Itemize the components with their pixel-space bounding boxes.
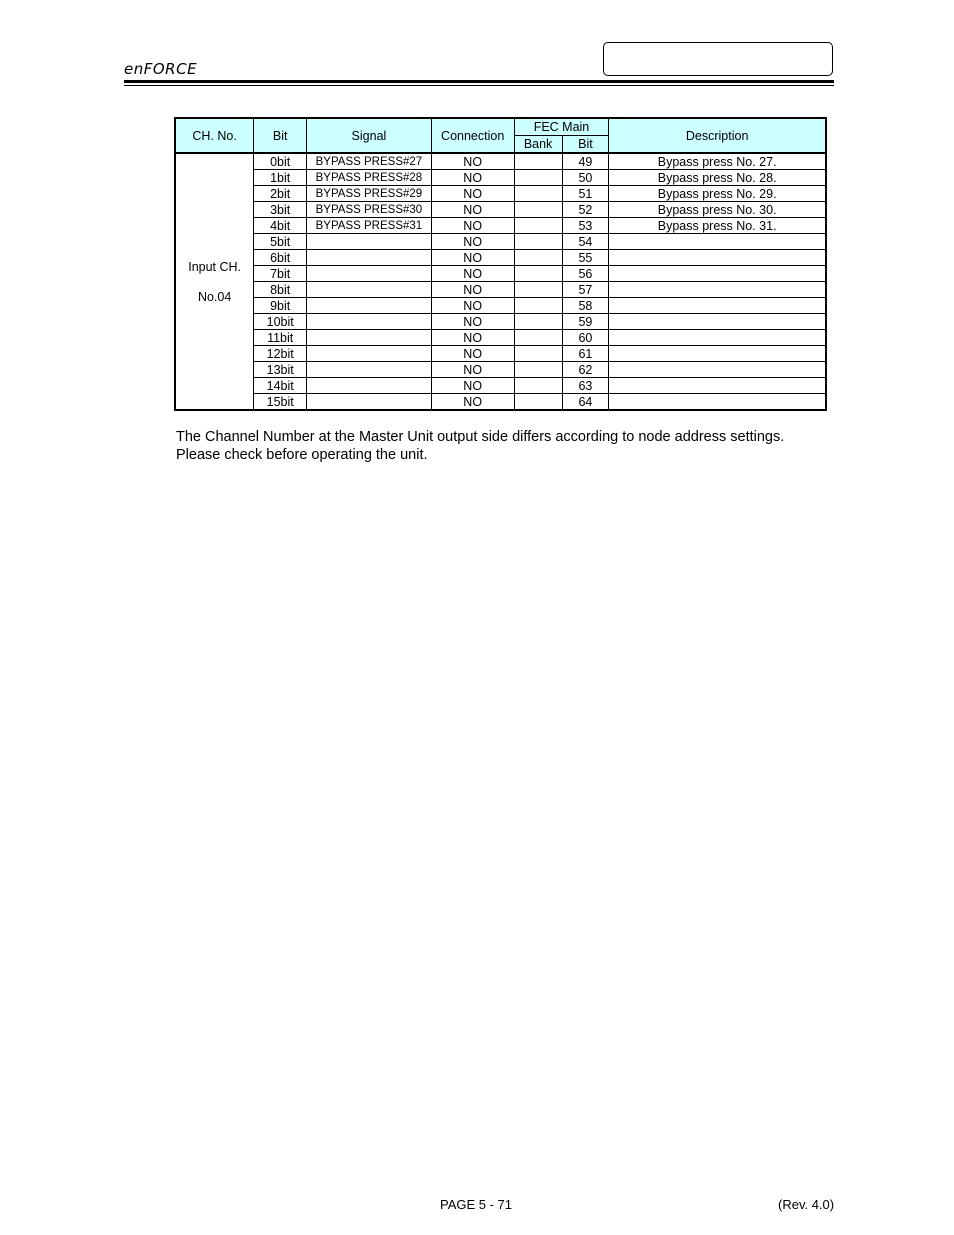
- bit-cell: 8bit: [254, 282, 307, 298]
- bank-cell: [514, 218, 562, 234]
- signal-cell: [307, 234, 432, 250]
- enforce-logo: enFORCE: [124, 60, 198, 78]
- description-cell: Bypass press No. 29.: [609, 186, 826, 202]
- bank-cell: [514, 282, 562, 298]
- header-bit: Bit: [254, 118, 307, 153]
- table-row: [175, 170, 826, 186]
- signal-cell: BYPASS PRESS#31: [307, 218, 432, 234]
- bank-cell: [514, 362, 562, 378]
- signal-cell: [307, 314, 432, 330]
- connection-cell: NO: [431, 202, 514, 218]
- header-rule-thick: [124, 80, 834, 83]
- header-rule-thin: [124, 85, 834, 86]
- fec-bit-cell: 49: [562, 153, 609, 170]
- description-cell: [609, 362, 826, 378]
- connection-cell: NO: [431, 186, 514, 202]
- connection-cell: NO: [431, 394, 514, 411]
- fec-bit-cell: 54: [562, 234, 609, 250]
- table-row: [175, 282, 826, 298]
- connection-cell: NO: [431, 362, 514, 378]
- signal-cell: [307, 394, 432, 411]
- bit-cell: 7bit: [254, 266, 307, 282]
- signal-cell: [307, 330, 432, 346]
- bit-cell: 9bit: [254, 298, 307, 314]
- bank-cell: [514, 298, 562, 314]
- description-cell: Bypass press No. 30.: [609, 202, 826, 218]
- channel-cell: [175, 153, 254, 410]
- bank-cell: [514, 330, 562, 346]
- table-row: [175, 218, 826, 234]
- description-cell: [609, 378, 826, 394]
- bit-cell: 2bit: [254, 186, 307, 202]
- description-cell: [609, 394, 826, 411]
- description-cell: [609, 330, 826, 346]
- description-cell: Bypass press No. 31.: [609, 218, 826, 234]
- header-description: Description: [609, 118, 826, 153]
- bank-cell: [514, 170, 562, 186]
- description-cell: Bypass press No. 28.: [609, 170, 826, 186]
- fec-bit-cell: 59: [562, 314, 609, 330]
- bit-cell: 12bit: [254, 346, 307, 362]
- description-cell: [609, 234, 826, 250]
- table-row: [175, 234, 826, 250]
- fec-bit-cell: 58: [562, 298, 609, 314]
- header-fec-bit: Bit: [562, 136, 609, 154]
- note-paragraph: [176, 428, 856, 464]
- header-title-box: [603, 42, 833, 76]
- connection-cell: NO: [431, 282, 514, 298]
- bank-cell: [514, 250, 562, 266]
- fec-bit-cell: 53: [562, 218, 609, 234]
- description-cell: [609, 282, 826, 298]
- header-fec-main: FEC Main: [514, 118, 609, 136]
- bit-cell: 4bit: [254, 218, 307, 234]
- table-row: [175, 314, 826, 330]
- connection-cell: NO: [431, 314, 514, 330]
- bank-cell: [514, 153, 562, 170]
- connection-cell: NO: [431, 378, 514, 394]
- bank-cell: [514, 378, 562, 394]
- description-cell: [609, 250, 826, 266]
- connection-cell: NO: [431, 170, 514, 186]
- bank-cell: [514, 394, 562, 411]
- table-row: [175, 153, 826, 170]
- table-row: [175, 298, 826, 314]
- bank-cell: [514, 346, 562, 362]
- signal-cell: [307, 378, 432, 394]
- signal-cell: BYPASS PRESS#29: [307, 186, 432, 202]
- description-cell: [609, 346, 826, 362]
- fec-bit-cell: 62: [562, 362, 609, 378]
- description-cell: [609, 314, 826, 330]
- table-row: [175, 346, 826, 362]
- bit-cell: 0bit: [254, 153, 307, 170]
- fec-bit-cell: 63: [562, 378, 609, 394]
- table-row: [175, 394, 826, 411]
- connection-cell: NO: [431, 346, 514, 362]
- bit-cell: 6bit: [254, 250, 307, 266]
- signal-cell: [307, 250, 432, 266]
- connection-cell: NO: [431, 153, 514, 170]
- signal-cell: [307, 282, 432, 298]
- fec-bit-cell: 51: [562, 186, 609, 202]
- io-assignment-table: [174, 117, 827, 411]
- signal-cell: [307, 362, 432, 378]
- note-line-2: Please check before operating the unit.: [176, 447, 428, 463]
- signal-cell: [307, 346, 432, 362]
- bank-cell: [514, 266, 562, 282]
- channel-label-line2: No.04: [197, 289, 232, 304]
- table-row: [175, 186, 826, 202]
- revision-label: (Rev. 4.0): [778, 1197, 835, 1212]
- note-line-1: The Channel Number at the Master Unit output side differs according to node address settings.: [176, 429, 785, 445]
- fec-bit-cell: 60: [562, 330, 609, 346]
- connection-cell: NO: [431, 218, 514, 234]
- bank-cell: [514, 234, 562, 250]
- fec-bit-cell: 56: [562, 266, 609, 282]
- table-body: [175, 153, 826, 410]
- table-row: [175, 266, 826, 282]
- fec-bit-cell: 50: [562, 170, 609, 186]
- table-row: [175, 250, 826, 266]
- fec-bit-cell: 61: [562, 346, 609, 362]
- description-cell: [609, 298, 826, 314]
- fec-bit-cell: 57: [562, 282, 609, 298]
- description-cell: [609, 266, 826, 282]
- signal-cell: BYPASS PRESS#28: [307, 170, 432, 186]
- bit-cell: 11bit: [254, 330, 307, 346]
- table-row: [175, 330, 826, 346]
- table-row: [175, 378, 826, 394]
- header-signal: Signal: [307, 118, 432, 153]
- page-number: PAGE 5 - 71: [440, 1197, 513, 1212]
- connection-cell: NO: [431, 234, 514, 250]
- signal-cell: [307, 266, 432, 282]
- fec-bit-cell: 64: [562, 394, 609, 411]
- bit-cell: 14bit: [254, 378, 307, 394]
- bit-cell: 10bit: [254, 314, 307, 330]
- fec-bit-cell: 52: [562, 202, 609, 218]
- description-cell: Bypass press No. 27.: [609, 153, 826, 170]
- header-bank: Bank: [514, 136, 562, 154]
- connection-cell: NO: [431, 250, 514, 266]
- signal-cell: [307, 298, 432, 314]
- connection-cell: NO: [431, 298, 514, 314]
- bit-cell: 3bit: [254, 202, 307, 218]
- header-ch-no: CH. No.: [175, 118, 254, 153]
- bank-cell: [514, 314, 562, 330]
- bank-cell: [514, 202, 562, 218]
- channel-label-line1: Input CH.: [188, 259, 242, 274]
- connection-cell: NO: [431, 330, 514, 346]
- table-row: [175, 202, 826, 218]
- bank-cell: [514, 186, 562, 202]
- table-row: [175, 362, 826, 378]
- header-connection: Connection: [431, 118, 514, 153]
- fec-bit-cell: 55: [562, 250, 609, 266]
- signal-cell: BYPASS PRESS#30: [307, 202, 432, 218]
- bit-cell: 1bit: [254, 170, 307, 186]
- signal-cell: BYPASS PRESS#27: [307, 153, 432, 170]
- bit-cell: 15bit: [254, 394, 307, 411]
- connection-cell: NO: [431, 266, 514, 282]
- bit-cell: 5bit: [254, 234, 307, 250]
- bit-cell: 13bit: [254, 362, 307, 378]
